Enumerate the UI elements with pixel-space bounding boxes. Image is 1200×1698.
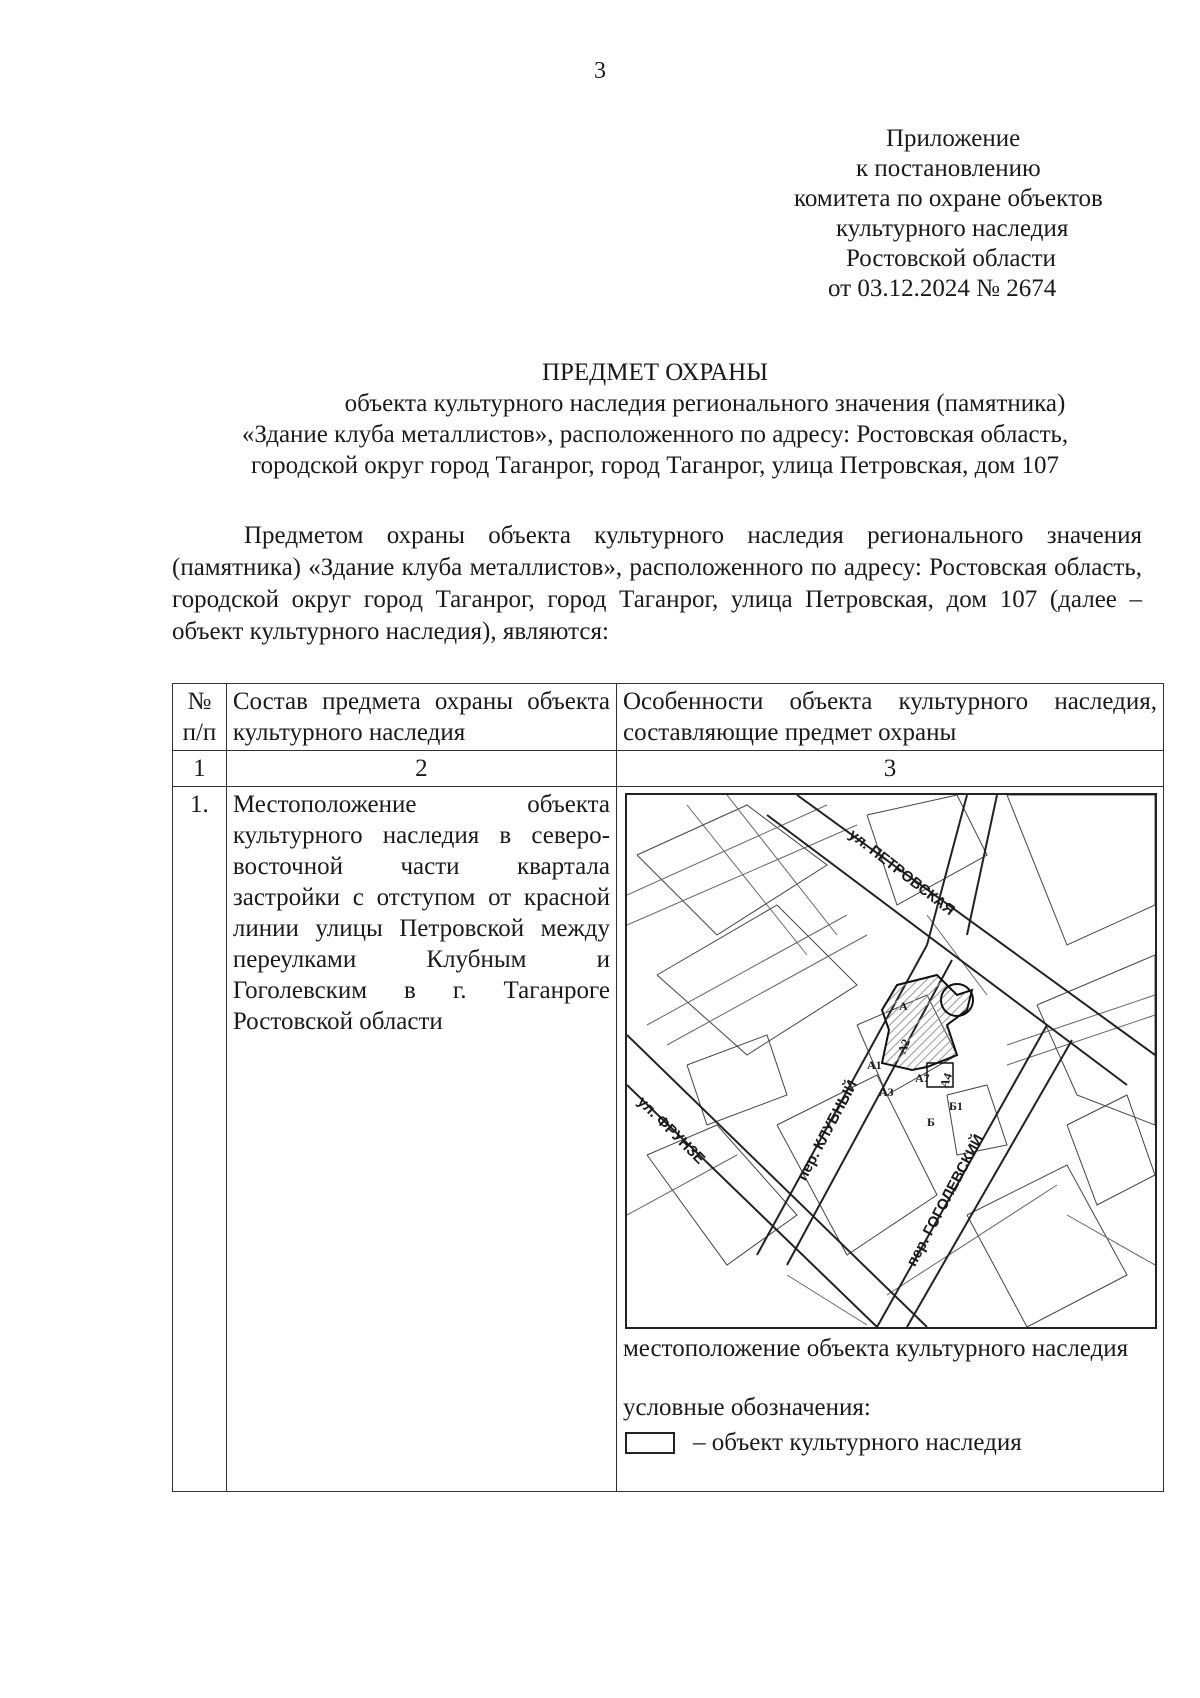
table-row (173, 787, 1164, 1492)
page-number: 3 (594, 58, 606, 84)
heading-line: «Здание клуба металлистов», расположенного по адресу: Ростовская область, (241, 421, 1069, 448)
appendix-line: к постановлению (856, 155, 1041, 182)
legend-swatch-icon (625, 1432, 675, 1454)
building-label-a1: А1 (866, 1058, 882, 1072)
appendix-line: Ростовской области (846, 245, 1056, 272)
row-composition: Местоположение объекта культурного наследия в северо-восточной части квартала застройки с отступом от красной линии улицы Петровской между переулками Клубным и Гоголевским в г. Таганроге Ростовской области (226, 787, 616, 1492)
document-heading (175, 357, 1135, 481)
protection-table (172, 683, 1164, 1492)
appendix-line: Приложение (886, 125, 1021, 152)
row-number: 1. (173, 787, 227, 1492)
document-title: ПРЕДМЕТ ОХРАНЫ (541, 359, 769, 386)
legend-title: условные обозначения: (622, 1394, 871, 1421)
heading-line: объекта культурного наследия регионального значения (памятника) (344, 390, 1066, 417)
building-label-a3: А3 (878, 1085, 894, 1099)
building-label-a7: А7 (914, 1071, 930, 1085)
street-label-petrovskaya: ул. ПЕТРОВСКАЯ (845, 826, 958, 919)
header-composition: Состав предмета охраны объекта культурного наследия (226, 684, 616, 751)
column-number: 3 (616, 751, 1163, 787)
legend-label: – объект культурного наследия (692, 1429, 1022, 1456)
building-label-b: Б (926, 1115, 935, 1129)
legend-item (623, 1427, 1157, 1458)
column-number: 2 (226, 751, 616, 787)
building-label-a2: А2 (894, 1037, 913, 1056)
appendix-line: комитета по охране объектов (794, 185, 1103, 212)
street-label-frunze: ул. ФРУНЗЕ (633, 1093, 709, 1168)
table-numbering-row (173, 751, 1164, 787)
building-label-a: А (898, 999, 908, 1013)
street-label-gogolevsky: пер. ГОГОЛЕВСКИЙ (903, 1131, 988, 1270)
heading-line: городской округ город Таганрог, город Таганрог, улица Петровская, дом 107 (251, 452, 1059, 479)
building-label-b1: Б1 (948, 1099, 963, 1113)
table-header-row (173, 684, 1164, 751)
intro-paragraph (172, 520, 1142, 648)
appendix-line: культурного наследия (836, 215, 1069, 242)
appendix-date: от 03.12.2024 № 2674 (828, 275, 1057, 302)
street-label-klubny: пер. КЛУБНЫЙ (793, 1077, 862, 1184)
header-number: № п/п (173, 684, 227, 751)
map-caption: местоположение объекта культурного наследия (622, 1335, 1129, 1362)
location-map (625, 793, 1157, 1329)
intro-text: Предметом охраны объекта культурного наследия регионального значения (памятника) «Здание клуба металлистов», расположенного по адресу: Ростовская область, городской округ город Таганрог, город Таганрог, улица Петровская, дом 107 (далее – объект культурного наследия), являются: (172, 522, 1142, 645)
appendix-block (790, 124, 1190, 304)
column-number: 1 (173, 751, 227, 787)
building-label-a4: А4 (936, 1071, 955, 1090)
header-features: Особенности объекта культурного наследия, составляющие предмет охраны (616, 684, 1163, 751)
row-features (616, 787, 1163, 1492)
